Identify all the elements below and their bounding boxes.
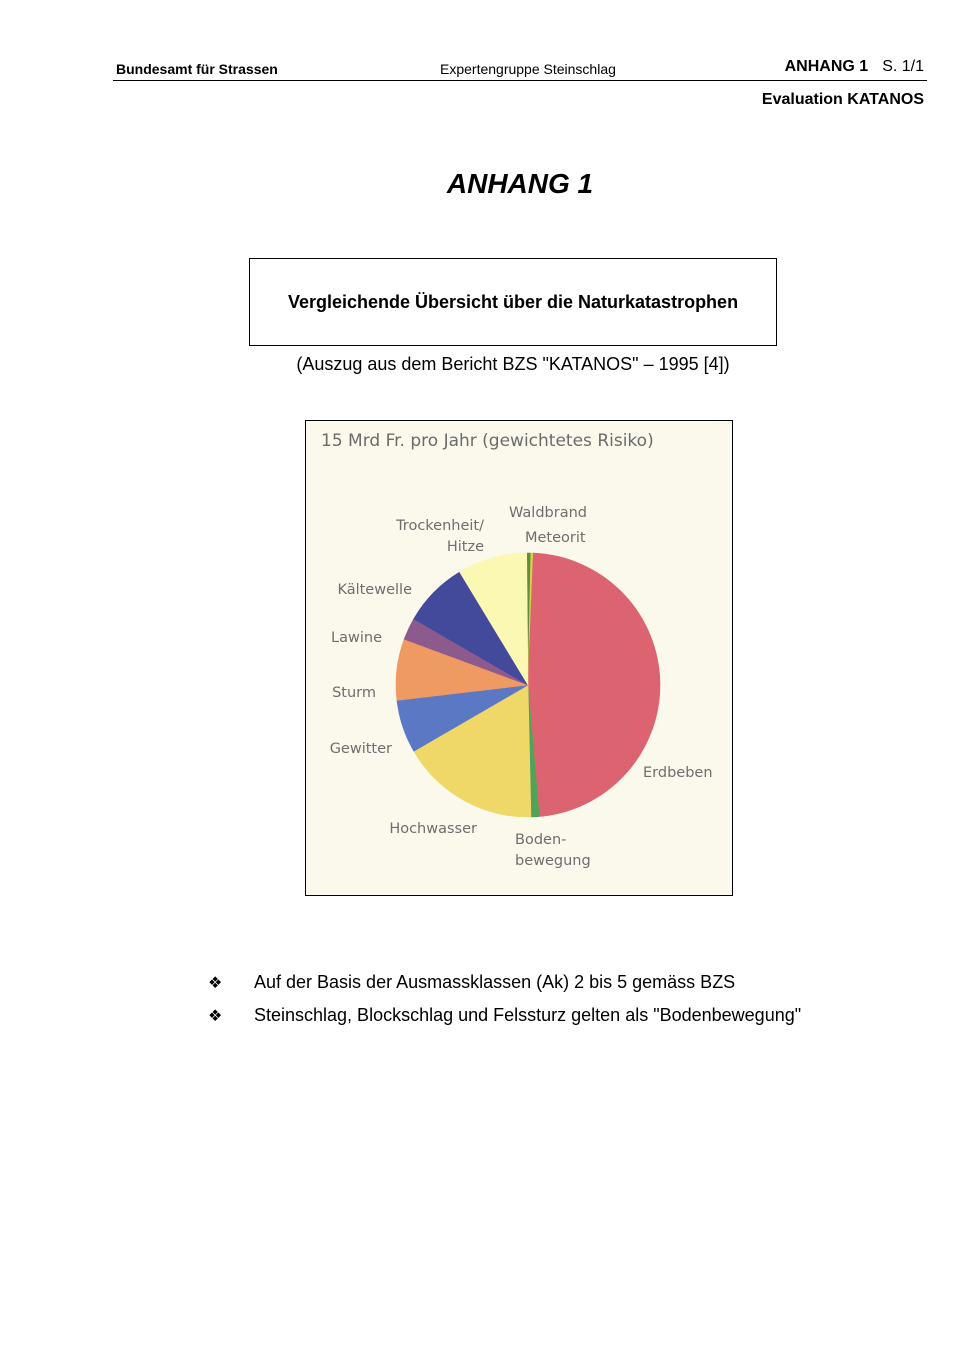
page-title: ANHANG 1 [446, 168, 594, 199]
header-group: Expertengruppe Steinschlag [440, 61, 616, 77]
pie-label-line: Hitze [446, 539, 484, 555]
pie-label-line: Lawine [331, 630, 382, 646]
pie-label [643, 765, 713, 781]
header-subtitle: Evaluation KATANOS [761, 91, 924, 108]
pie-label [525, 530, 586, 546]
pie-label-line: Waldbrand [509, 505, 587, 521]
pie-label [337, 582, 412, 598]
diamond-bullet-icon: ❖ [208, 1006, 223, 1025]
pie-label [331, 630, 382, 646]
pie-slices [396, 553, 660, 817]
pie-chart-figure [305, 420, 733, 896]
header-page-number: S. 1/1 [882, 58, 924, 75]
pie-label [389, 821, 477, 837]
header-rule [113, 80, 927, 81]
pie-label [395, 518, 484, 555]
bullet-text: Auf der Basis der Ausmassklassen (Ak) 2 bis 5 gemäss BZS [254, 972, 736, 992]
pie-label [332, 685, 376, 701]
pie-label-line: Kältewelle [337, 582, 412, 598]
pie-label-line: bewegung [515, 853, 591, 869]
pie-slice-erdbeben [528, 553, 660, 816]
pie-label-line: Trockenheit/ [396, 518, 484, 534]
pie-label [515, 832, 591, 869]
pie-label [509, 505, 587, 521]
pie-label-line: Sturm [332, 685, 376, 701]
pie-label-line: Boden- [515, 832, 567, 848]
heading-box [249, 258, 777, 346]
pie-label-line: Erdbeben [643, 765, 713, 781]
header-annex-page [785, 58, 924, 76]
header-organization: Bundesamt für Strassen [116, 61, 278, 77]
bullet-item [208, 1005, 801, 1038]
bullet-item [208, 972, 801, 1005]
chart-title: 15 Mrd Fr. pro Jahr (gewichtetes Risiko) [321, 431, 654, 451]
pie-label-line: Gewitter [329, 741, 392, 757]
pie-label [330, 741, 392, 757]
bullet-text: Steinschlag, Blockschlag und Felssturz gelten als "Bodenbewegung" [254, 1005, 802, 1025]
pie-label-line: Meteorit [525, 530, 586, 546]
pie-label-line: Hochwasser [389, 821, 477, 837]
pie-chart [306, 421, 732, 895]
heading-box-text: Vergleichende Übersicht über die Naturkatastrophen [287, 291, 739, 312]
bullet-list [208, 972, 801, 1038]
source-note: (Auszug aus dem Bericht BZS "KATANOS" – 1995 [4]) [296, 354, 730, 374]
header-annex: ANHANG 1 [784, 58, 869, 75]
diamond-bullet-icon: ❖ [208, 973, 223, 992]
